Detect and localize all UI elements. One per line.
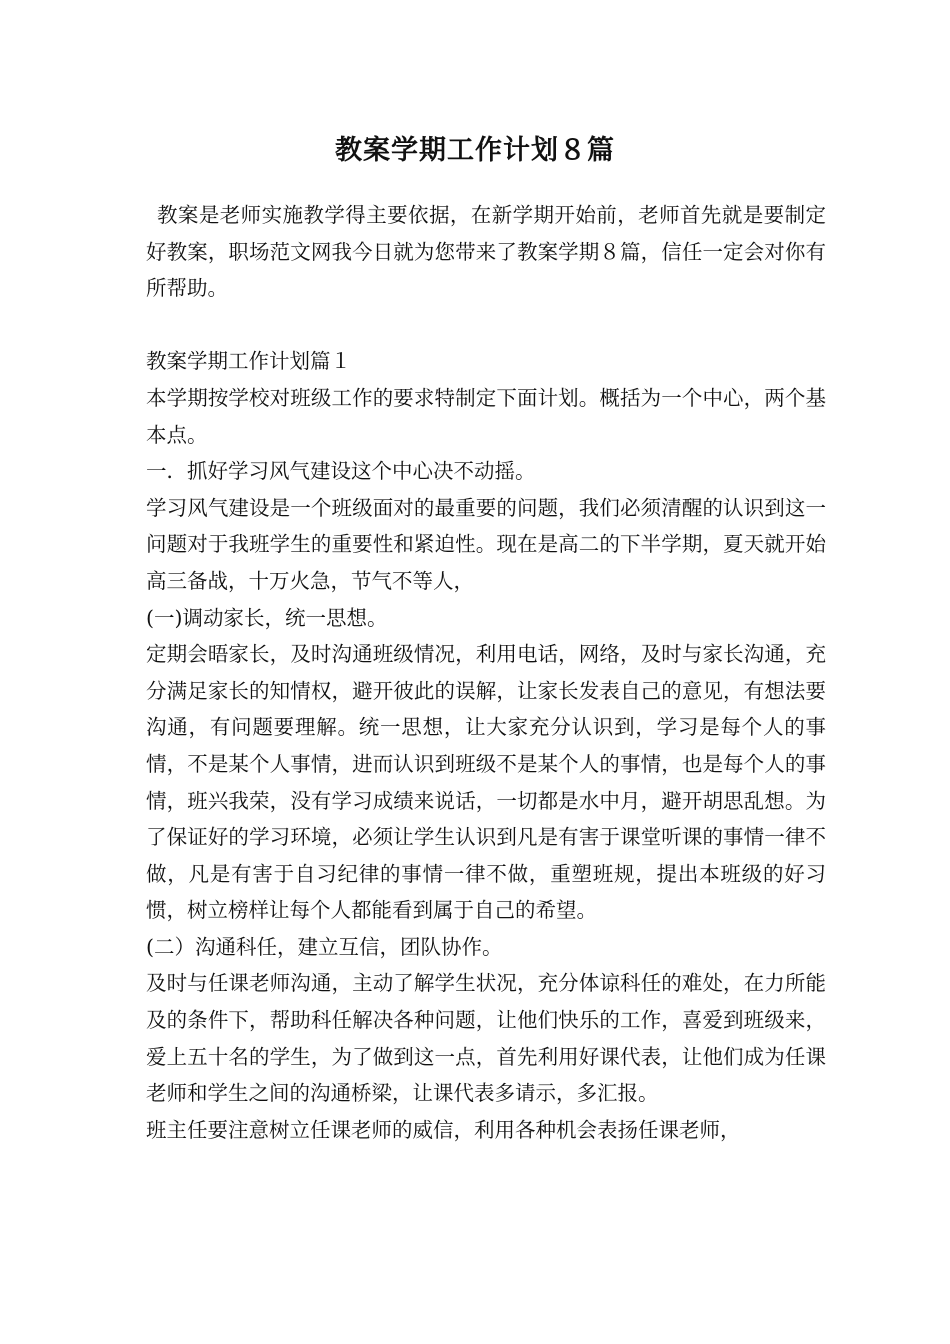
body-paragraph: 及时与任课老师沟通，主动了解学生状况，充分体谅科任的难处，在力所能及的条件下，帮助科任解决各种问题，让他们快乐的工作，喜爱到班级来，爱上五十名的学生，为了做到这一点，首先利用好课代表，让他们成为任课老师和学生之间的沟通桥梁，让课代表多请示，多汇报。 xyxy=(146,971,826,1106)
paragraph-spacer xyxy=(146,307,826,344)
body-paragraph: 本学期按学校对班级工作的要求特制定下面计划。概括为一个中心，两个基本点。 xyxy=(146,385,826,447)
intro-paragraph: 教案是老师实施教学得主要依据，在新学期开始前，老师首先就是要制定好教案，职场范文网我今日就为您带来了教案学期８篇，信任一定会对你有所帮助。 xyxy=(146,203,826,301)
subsection-heading: (二）沟通科任，建立互信，团队协作。 xyxy=(146,934,503,959)
body-paragraph: 班主任要注意树立任课老师的威信，利用各种机会表扬任课老师， xyxy=(146,1117,741,1142)
section-heading: 教案学期工作计划篇１ xyxy=(146,349,351,374)
document-body xyxy=(146,197,826,1148)
body-paragraph: 学习风气建设是一个班级面对的最重要的问题，我们必须清醒的认识到这一问题对于我班学生的重要性和紧迫性。现在是高二的下半学期，夏天就开始高三备战，十万火急，节气不等人， xyxy=(146,495,826,593)
body-paragraph: 定期会晤家长，及时沟通班级情况，利用电话，网络，及时与家长沟通，充分满足家长的知情权，避开彼此的误解，让家长发表自己的意见，有想法要沟通，有问题要理解。统一思想，让大家充分认识到，学习是每个人的事情，不是某个人事情，进而认识到班级不是某个人的事情，也是每个人的事情，班兴我荣，没有学习成绩来说话，一切都是水中月，避开胡思乱想。为了保证好的学习环境，必须让学生认识到凡是有害于课堂听课的事情一律不做，凡是有害于自习纪律的事情一律不做，重塑班规，提出本班级的好习惯，树立榜样让每个人都能看到属于自己的希望。 xyxy=(146,642,826,923)
subsection-heading: 一．抓好学习风气建设这个中心决不动摇。 xyxy=(146,459,536,484)
subsection-heading: (一)调动家长，统一思想。 xyxy=(146,605,388,630)
document-title: 教案学期工作计划８篇 xyxy=(335,135,615,166)
